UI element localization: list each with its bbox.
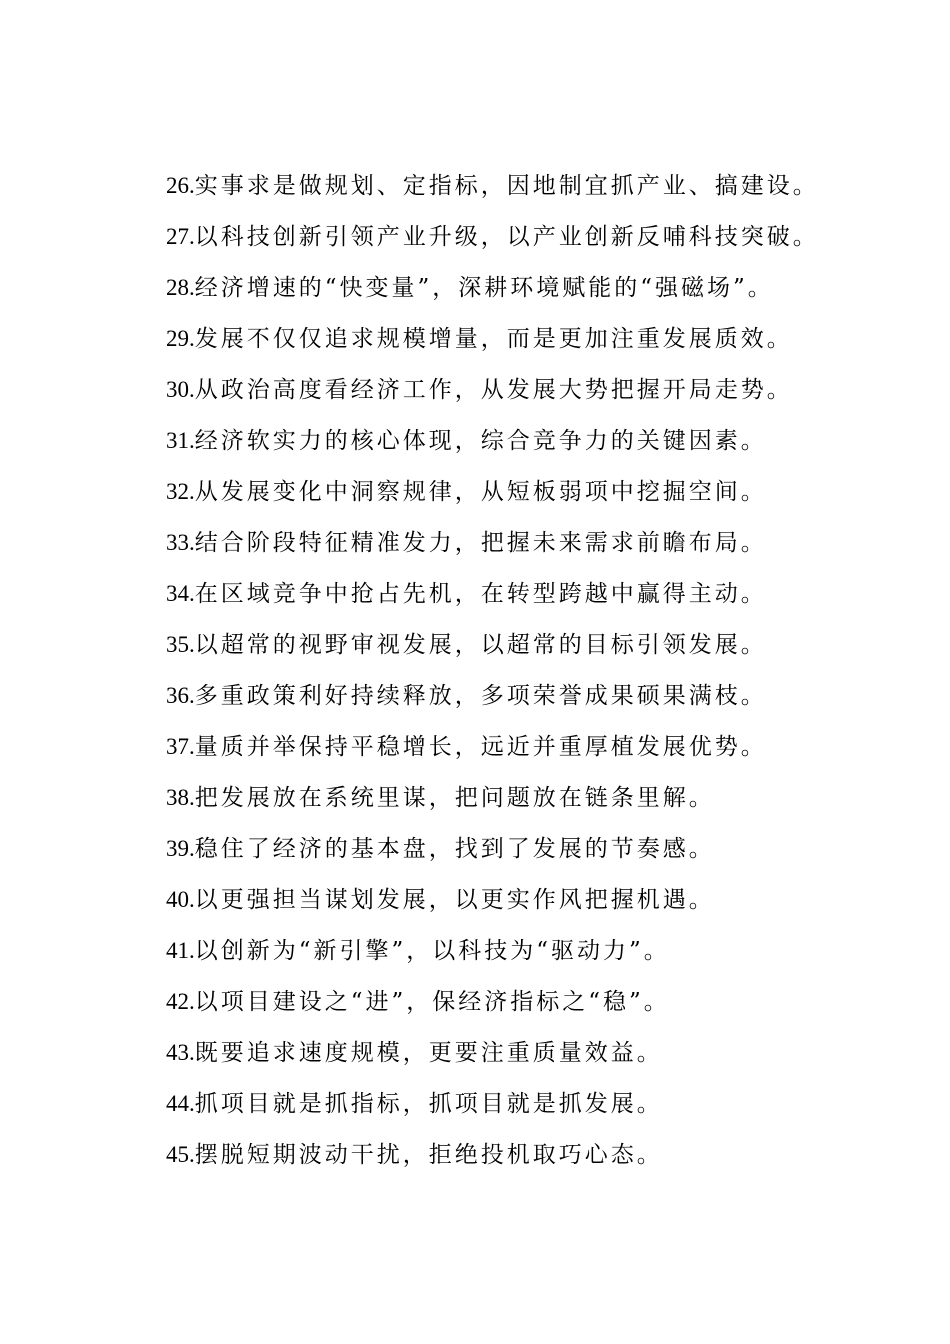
item-text: 发展不仅仅追求规模增量，而是更加注重发展质效。 — [194, 326, 793, 352]
list-item — [166, 517, 866, 568]
list-item — [166, 568, 866, 619]
item-text: 多重政策利好持续释放，多项荣誉成果硕果满枝。 — [194, 683, 767, 709]
item-number: 37. — [166, 734, 195, 759]
item-number: 31. — [166, 428, 195, 453]
item-text: 经济软实力的核心体现，综合竞争力的关键因素。 — [194, 428, 767, 454]
item-text: 经济增速的“快变量”，深耕环境赋能的“强磁场”。 — [194, 275, 774, 301]
list-item — [166, 262, 866, 313]
list-item — [166, 772, 866, 823]
list-item — [166, 415, 866, 466]
list-item — [166, 466, 866, 517]
item-number: 40. — [166, 887, 195, 912]
item-text: 以创新为“新引擎”，以科技为“驱动力”。 — [194, 938, 670, 964]
item-text: 结合阶段特征精准发力，把握未来需求前瞻布局。 — [194, 530, 767, 556]
phrase-list — [166, 160, 866, 1180]
item-text: 把发展放在系统里谋，把问题放在链条里解。 — [194, 785, 715, 811]
item-number: 29. — [166, 326, 195, 351]
item-number: 41. — [166, 938, 195, 963]
item-number: 44. — [166, 1091, 195, 1116]
list-item — [166, 976, 866, 1027]
item-text: 稳住了经济的基本盘，找到了发展的节奏感。 — [194, 836, 715, 862]
item-text: 既要追求速度规模，更要注重质量效益。 — [194, 1040, 663, 1066]
item-number: 32. — [166, 479, 195, 504]
item-number: 45. — [166, 1142, 195, 1167]
list-item — [166, 721, 866, 772]
item-number: 39. — [166, 836, 195, 861]
list-item — [166, 1027, 866, 1078]
list-item — [166, 823, 866, 874]
item-text: 以超常的视野审视发展，以超常的目标引领发展。 — [194, 632, 767, 658]
item-text: 以更强担当谋划发展，以更实作风把握机遇。 — [194, 887, 715, 913]
list-item — [166, 925, 866, 976]
list-item — [166, 211, 866, 262]
item-number: 38. — [166, 785, 195, 810]
item-text: 摆脱短期波动干扰，拒绝投机取巧心态。 — [194, 1142, 663, 1168]
list-item — [166, 1129, 866, 1180]
item-text: 量质并举保持平稳增长，远近并重厚植发展优势。 — [194, 734, 767, 760]
list-item — [166, 1078, 866, 1129]
item-number: 27. — [166, 224, 195, 249]
item-number: 28. — [166, 275, 195, 300]
item-number: 43. — [166, 1040, 195, 1065]
item-text: 从政治高度看经济工作，从发展大势把握开局走势。 — [194, 377, 793, 403]
item-number: 33. — [166, 530, 195, 555]
item-text: 以项目建设之“进”，保经济指标之“稳”。 — [194, 989, 670, 1015]
list-item — [166, 619, 866, 670]
list-item — [166, 160, 866, 211]
item-number: 42. — [166, 989, 195, 1014]
item-number: 26. — [166, 173, 195, 198]
list-item — [166, 670, 866, 721]
item-text: 抓项目就是抓指标，抓项目就是抓发展。 — [194, 1091, 663, 1117]
item-number: 36. — [166, 683, 195, 708]
list-item — [166, 313, 866, 364]
item-text: 在区域竞争中抢占先机，在转型跨越中赢得主动。 — [194, 581, 767, 607]
item-number: 30. — [166, 377, 195, 402]
item-text: 实事求是做规划、定指标，因地制宜抓产业、搞建设。 — [194, 173, 819, 199]
item-number: 34. — [166, 581, 195, 606]
list-item — [166, 364, 866, 415]
list-item — [166, 874, 866, 925]
item-number: 35. — [166, 632, 195, 657]
item-text: 从发展变化中洞察规律，从短板弱项中挖掘空间。 — [194, 479, 767, 505]
item-text: 以科技创新引领产业升级，以产业创新反哺科技突破。 — [194, 224, 819, 250]
